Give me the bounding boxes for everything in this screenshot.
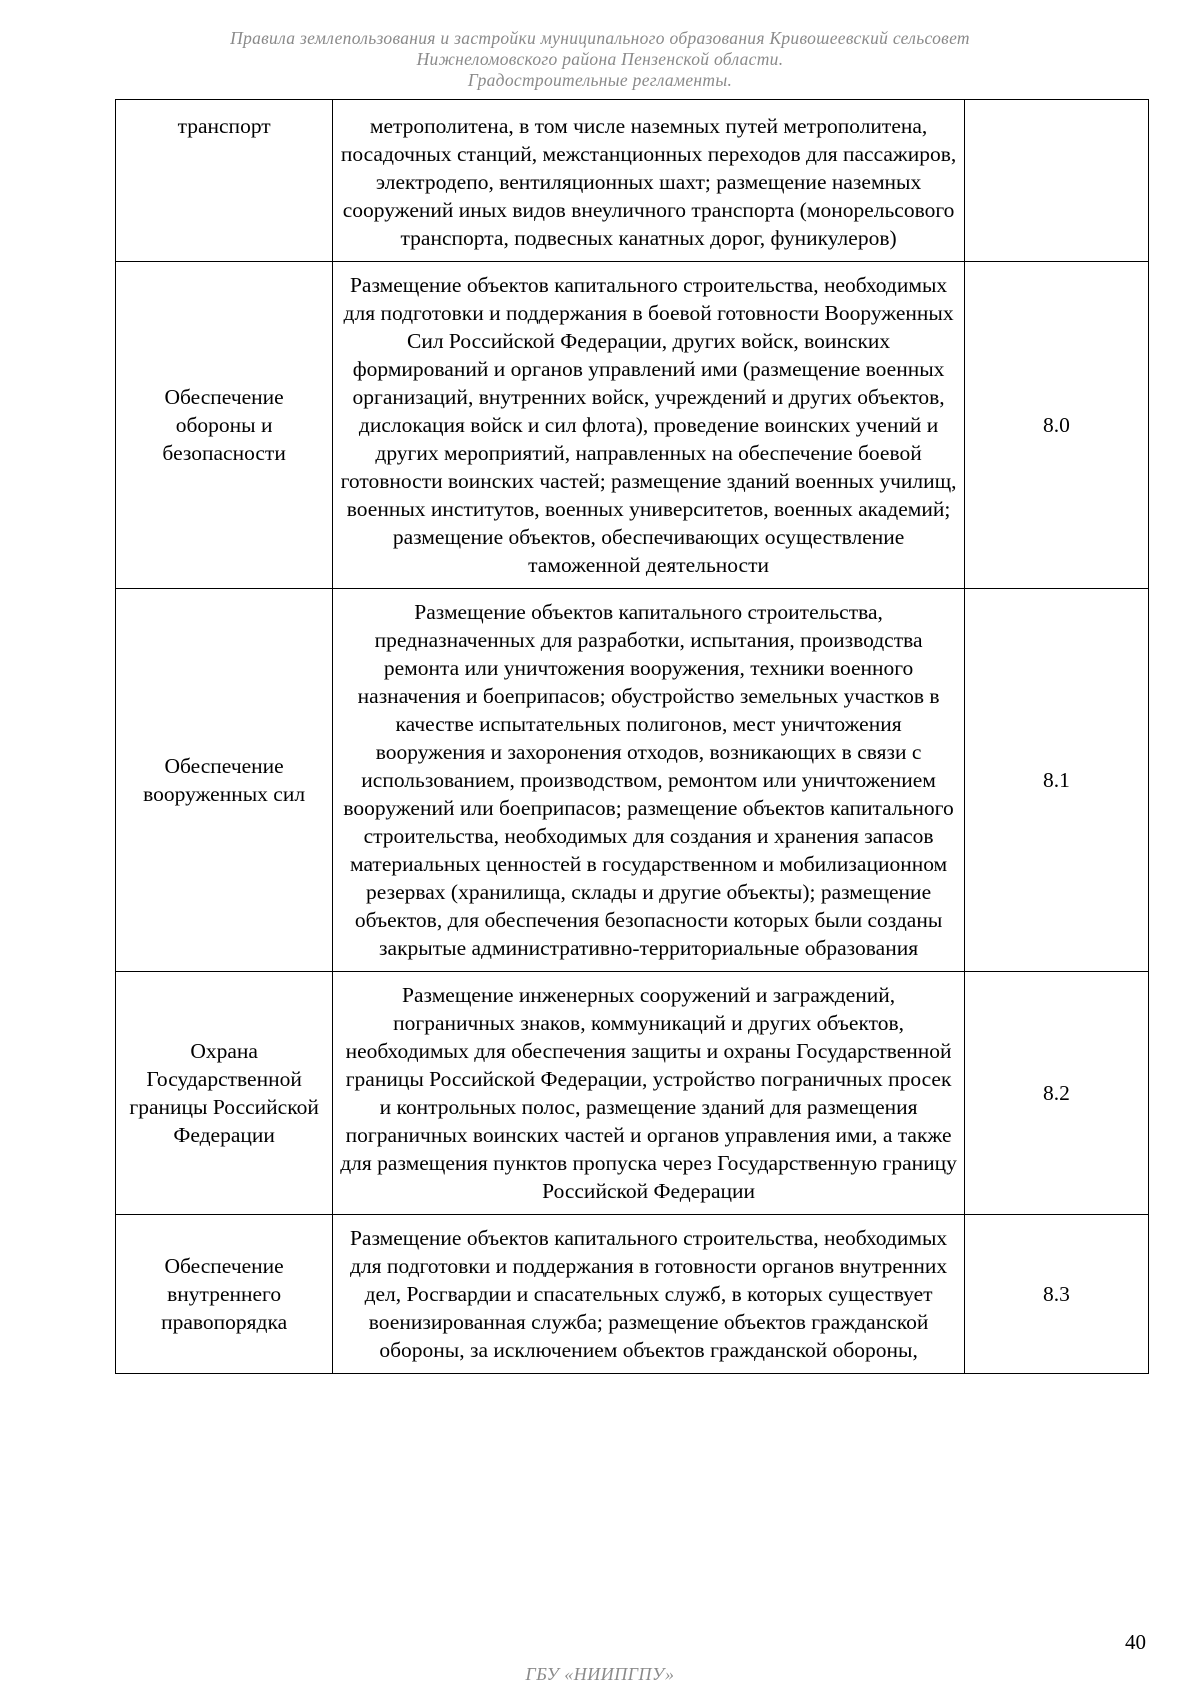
use-type-description: метрополитена, в том числе наземных путей метрополитена, посадочных станций, межстанционных переходов для пассажиров, электродепо, вентиляционных шахт; размещение наземных сооружений иных видов внеуличного транспорта (монорельсового транспорта, подвесных канатных дорог, фуникулеров): [333, 100, 965, 262]
table-row: [116, 262, 1149, 589]
land-use-table: [115, 99, 1149, 1374]
use-type-name: Обеспечение обороны и безопасности: [116, 262, 333, 589]
document-header: [0, 28, 1200, 91]
header-line-2: Нижнеломовского района Пензенской области.: [416, 49, 784, 69]
use-type-code: 8.2: [964, 972, 1148, 1215]
document-footer: ГБУ «НИИПГПУ»: [525, 1664, 675, 1684]
use-type-description: Размещение объектов капитального строительства, предназначенных для разработки, испытания, производства ремонта или уничтожения вооружения, техники военного назначения и боеприпасов; обустройство земельных участков в качестве испытательных полигонов, мест уничтожения вооружения и захоронения отходов, возникающих в связи с использованием, производством, ремонтом или уничтожением вооружений или боеприпасов; размещение объектов капитального строительства, необходимых для создания и хранения запасов материальных ценностей в государственном и мобилизационном резервах (хранилища, склады и другие объекты); размещение объектов, для обеспечения безопасности которых были созданы закрытые административно-территориальные образования: [333, 589, 965, 972]
use-type-code: 8.3: [964, 1215, 1148, 1374]
use-type-code: [964, 100, 1148, 262]
use-type-name: транспорт: [116, 100, 333, 262]
table-row: [116, 589, 1149, 972]
header-line-3: Градостроительные регламенты.: [467, 70, 733, 90]
header-line-1: Правила землепользования и застройки муниципального образования Кривошеевский сельсовет: [230, 28, 970, 48]
use-type-description: Размещение объектов капитального строительства, необходимых для подготовки и поддержания в готовности органов внутренних дел, Росгвардии и спасательных служб, в которых существует военизированная служба; размещение объектов гражданской обороны, за исключением объектов гражданской обороны,: [333, 1215, 965, 1374]
use-type-name: Обеспечение внутреннего правопорядка: [116, 1215, 333, 1374]
use-type-code: 8.0: [964, 262, 1148, 589]
use-type-code: 8.1: [964, 589, 1148, 972]
use-type-description: Размещение инженерных сооружений и заграждений, пограничных знаков, коммуникаций и других объектов, необходимых для обеспечения защиты и охраны Государственной границы Российской Федерации, устройство пограничных просек и контрольных полос, размещение зданий для размещения пограничных воинских частей и органов управления ими, а также для размещения пунктов пропуска через Государственную границу Российской Федерации: [333, 972, 965, 1215]
table-row: [116, 972, 1149, 1215]
use-type-description: Размещение объектов капитального строительства, необходимых для подготовки и поддержания в боевой готовности Вооруженных Сил Российской Федерации, других войск, воинских формирований и органов управлений ими (размещение военных организаций, внутренних войск, учреждений и других объектов, дислокация войск и сил флота), проведение воинских учений и других мероприятий, направленных на обеспечение боевой готовности воинских частей; размещение зданий военных училищ, военных институтов, военных университетов, военных академий; размещение объектов, обеспечивающих осуществление таможенной деятельности: [333, 262, 965, 589]
use-type-name: Охрана Государственной границы Российской Федерации: [116, 972, 333, 1215]
table-row: [116, 100, 1149, 262]
table-row: [116, 1215, 1149, 1374]
page-number: 40: [1125, 1630, 1146, 1654]
use-type-name: Обеспечение вооруженных сил: [116, 589, 333, 972]
